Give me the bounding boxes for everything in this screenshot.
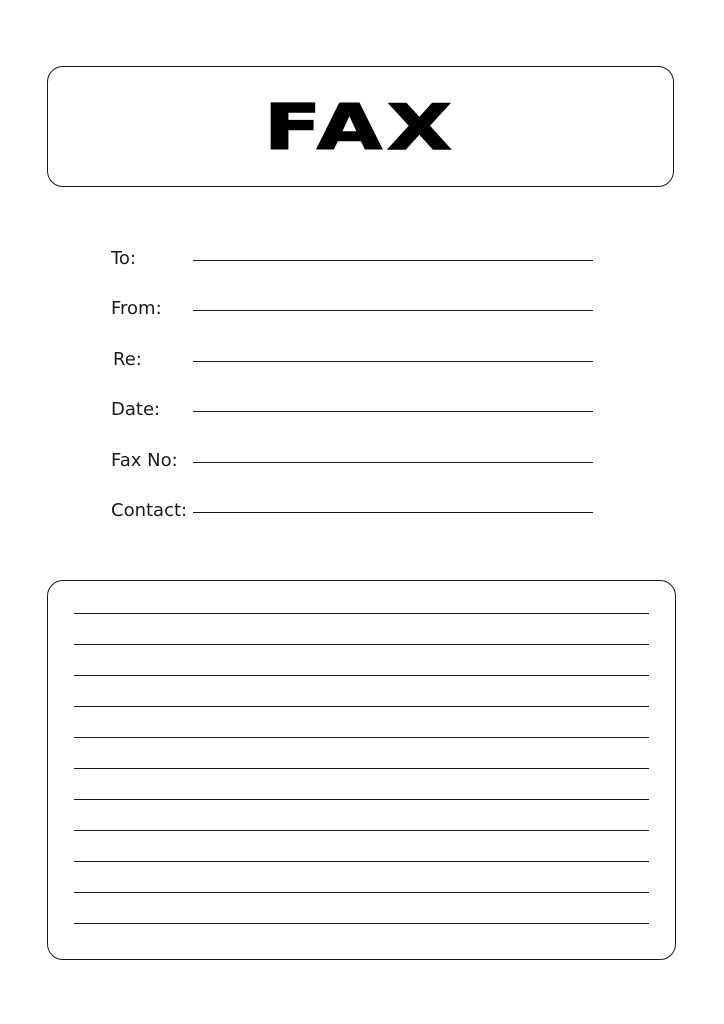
field-label-contact: Contact: xyxy=(111,499,188,521)
field-label-from: From: xyxy=(111,298,162,320)
note-line xyxy=(74,644,649,645)
header-box xyxy=(47,66,674,187)
field-label-to: To: xyxy=(111,248,137,269)
contact-field[interactable] xyxy=(193,512,593,513)
note-line xyxy=(74,737,649,738)
fax-no-field[interactable] xyxy=(193,462,593,463)
note-line xyxy=(74,613,649,614)
page-title: FAX xyxy=(263,90,458,164)
field-label-date: Date: xyxy=(111,399,161,421)
note-line xyxy=(74,923,649,924)
note-line xyxy=(74,861,649,862)
note-line xyxy=(74,799,649,800)
to-field[interactable] xyxy=(193,260,593,261)
field-row-contact xyxy=(111,492,593,542)
note-line xyxy=(74,830,649,831)
field-label-fax-no: Fax No: xyxy=(111,449,178,471)
note-line xyxy=(74,675,649,676)
date-field[interactable] xyxy=(193,411,593,412)
fax-fields xyxy=(111,240,593,542)
note-line xyxy=(74,706,649,707)
from-field[interactable] xyxy=(193,310,593,311)
field-label-re: Re: xyxy=(113,348,142,370)
field-row-fax-no xyxy=(111,442,593,492)
field-row-to xyxy=(111,240,593,290)
field-row-re xyxy=(111,341,593,391)
note-line xyxy=(74,768,649,769)
field-row-from xyxy=(111,290,593,340)
field-row-date xyxy=(111,391,593,441)
notes-box[interactable] xyxy=(47,580,676,960)
note-line xyxy=(74,892,649,893)
re-field[interactable] xyxy=(193,361,593,362)
